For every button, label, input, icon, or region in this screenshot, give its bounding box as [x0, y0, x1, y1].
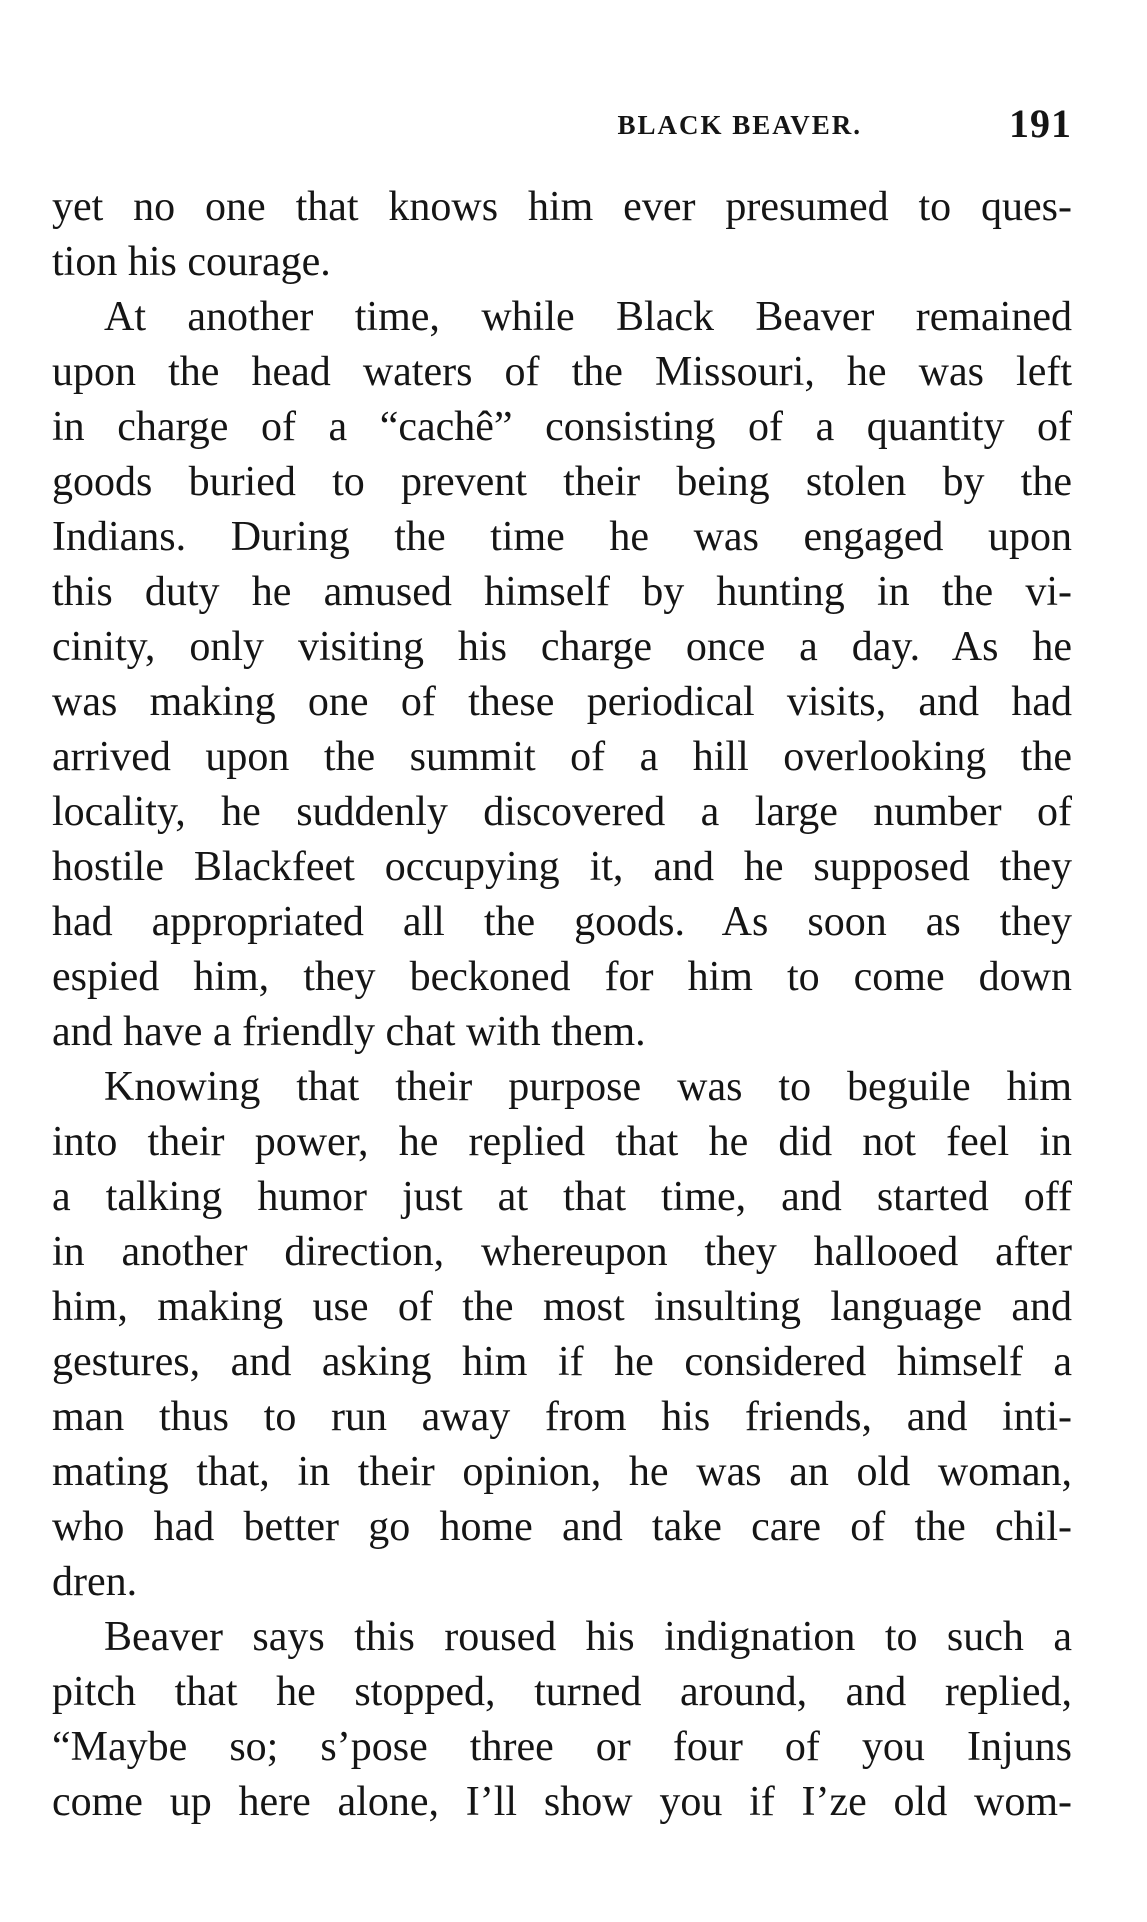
paragraph	[52, 180, 1072, 290]
text-line: “Maybe so; s’pose three or four of you Injuns	[52, 1724, 1072, 1770]
text-line: man thus to run away from his friends, and inti-	[52, 1394, 1072, 1440]
text-line: a talking humor just at that time, and started off	[52, 1174, 1072, 1220]
text-line: arrived upon the summit of a hill overlooking the	[52, 734, 1072, 780]
text-line: in charge of a “cachê” consisting of a quantity of	[52, 404, 1072, 450]
running-title: BLACK BEAVER.	[617, 110, 862, 140]
text-line: espied him, they beckoned for him to come down	[52, 954, 1072, 1000]
text-line: who had better go home and take care of the chil-	[52, 1504, 1072, 1550]
text-line: Knowing that their purpose was to beguile him	[104, 1064, 1072, 1110]
text-line: mating that, in their opinion, he was an old woman,	[52, 1449, 1072, 1495]
text-line: Indians. During the time he was engaged upon	[52, 514, 1072, 560]
text-line: had appropriated all the goods. As soon as they	[52, 899, 1072, 945]
page-number: 191	[1009, 101, 1072, 146]
body-text	[52, 180, 1072, 1830]
text-line: in another direction, whereupon they hallooed after	[52, 1229, 1072, 1275]
text-line: cinity, only visiting his charge once a day. As he	[52, 624, 1072, 670]
text-line: was making one of these periodical visits, and had	[52, 679, 1072, 725]
book-page	[52, 0, 1072, 1922]
text-line: gestures, and asking him if he considered himself a	[52, 1339, 1072, 1385]
text-line: come up here alone, I’ll show you if I’ze old wom-	[52, 1779, 1072, 1825]
text-line: pitch that he stopped, turned around, and replied,	[52, 1669, 1072, 1715]
paragraph	[52, 1060, 1072, 1610]
text-line: hostile Blackfeet occupying it, and he supposed they	[52, 844, 1072, 890]
running-head	[52, 100, 1072, 150]
text-line: him, making use of the most insulting language and	[52, 1284, 1072, 1330]
text-line: yet no one that knows him ever presumed to ques-	[52, 184, 1072, 230]
paragraph	[52, 1610, 1072, 1830]
text-line: into their power, he replied that he did not feel in	[52, 1119, 1072, 1165]
text-line: this duty he amused himself by hunting in the vi-	[52, 569, 1072, 615]
text-line: and have a friendly chat with them.	[52, 1009, 646, 1055]
text-line: At another time, while Black Beaver remained	[104, 294, 1072, 340]
text-line: Beaver says this roused his indignation to such a	[104, 1614, 1072, 1660]
text-line: goods buried to prevent their being stolen by the	[52, 459, 1072, 505]
text-line: tion his courage.	[52, 239, 331, 285]
text-line: locality, he suddenly discovered a large number of	[52, 789, 1072, 835]
paragraph	[52, 290, 1072, 1060]
text-line: dren.	[52, 1559, 138, 1605]
text-line: upon the head waters of the Missouri, he was left	[52, 349, 1072, 395]
